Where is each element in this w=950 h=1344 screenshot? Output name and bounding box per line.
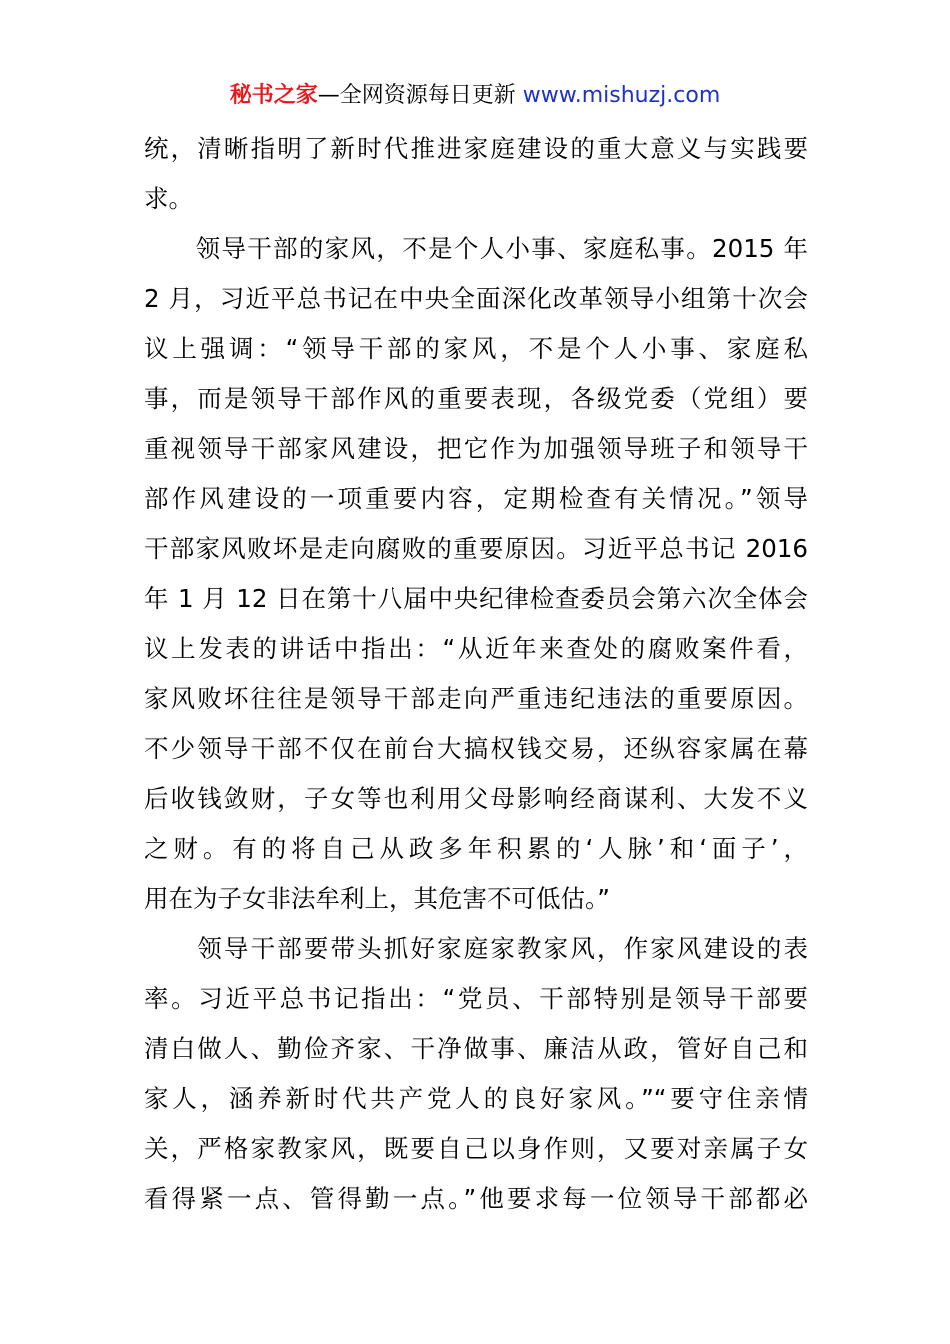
- text-line: 事，而是领导干部作风的重要表现，各级党委（党组）要: [144, 384, 808, 413]
- text-line: 干部家风败坏是走向腐败的重要原因。习近平总书记 2016: [144, 534, 808, 563]
- text-line: 率。习近平总书记指出：“党员、干部特别是领导干部要: [144, 984, 808, 1013]
- text-line: 后收钱敛财，子女等也利用父母影响经商谋利、大发不义: [144, 784, 808, 813]
- paragraph: [144, 924, 808, 1224]
- text-line: 清白做人、勤俭齐家、干净做事、廉洁从政，管好自己和: [144, 1034, 808, 1063]
- text-line: 领导干部要带头抓好家庭家教家风，作家风建设的表: [144, 934, 808, 963]
- text-line: 议上强调：“领导干部的家风，不是个人小事、家庭私: [144, 334, 808, 363]
- text-line: 议上发表的讲话中指出：“从近年来查处的腐败案件看，: [144, 634, 808, 663]
- site-name: 秘书之家: [229, 83, 318, 108]
- text-line: 领导干部的家风，不是个人小事、家庭私事。2015 年: [144, 234, 808, 263]
- site-header: [0, 80, 950, 112]
- site-tagline: —全网资源每日更新: [317, 83, 523, 108]
- site-url-link[interactable]: www.mishuzj.com: [522, 83, 721, 108]
- document-body: [144, 124, 808, 1224]
- text-line: 看得紧一点、管得勤一点。”他要求每一位领导干部都必: [144, 1184, 808, 1213]
- text-line: 2 月，习近平总书记在中央全面深化改革领导小组第十次会: [144, 284, 808, 313]
- text-line: 之财。有的将自己从政多年积累的‘人脉’和‘面子’，: [144, 834, 808, 863]
- text-line: 统，清晰指明了新时代推进家庭建设的重大意义与实践要: [144, 134, 808, 163]
- text-line: 年 1 月 12 日在第十八届中央纪律检查委员会第六次全体会: [144, 584, 808, 613]
- paragraph: [144, 224, 808, 924]
- text-line: 不少领导干部不仅在前台大搞权钱交易，还纵容家属在幕: [144, 734, 808, 763]
- text-line: 用在为子女非法牟利上，其危害不可低估。”: [144, 884, 610, 913]
- text-line: 家风败坏往往是领导干部走向严重违纪违法的重要原因。: [144, 684, 808, 713]
- text-line: 关，严格家教家风，既要自己以身作则，又要对亲属子女: [144, 1134, 808, 1163]
- text-line: 求。: [144, 184, 193, 213]
- text-line: 家人，涵养新时代共产党人的良好家风。”“要守住亲情: [144, 1084, 808, 1113]
- text-line: 重视领导干部家风建设，把它作为加强领导班子和领导干: [144, 434, 808, 463]
- text-line: 部作风建设的一项重要内容，定期检查有关情况。”领导: [144, 484, 808, 513]
- paragraph: [144, 124, 808, 224]
